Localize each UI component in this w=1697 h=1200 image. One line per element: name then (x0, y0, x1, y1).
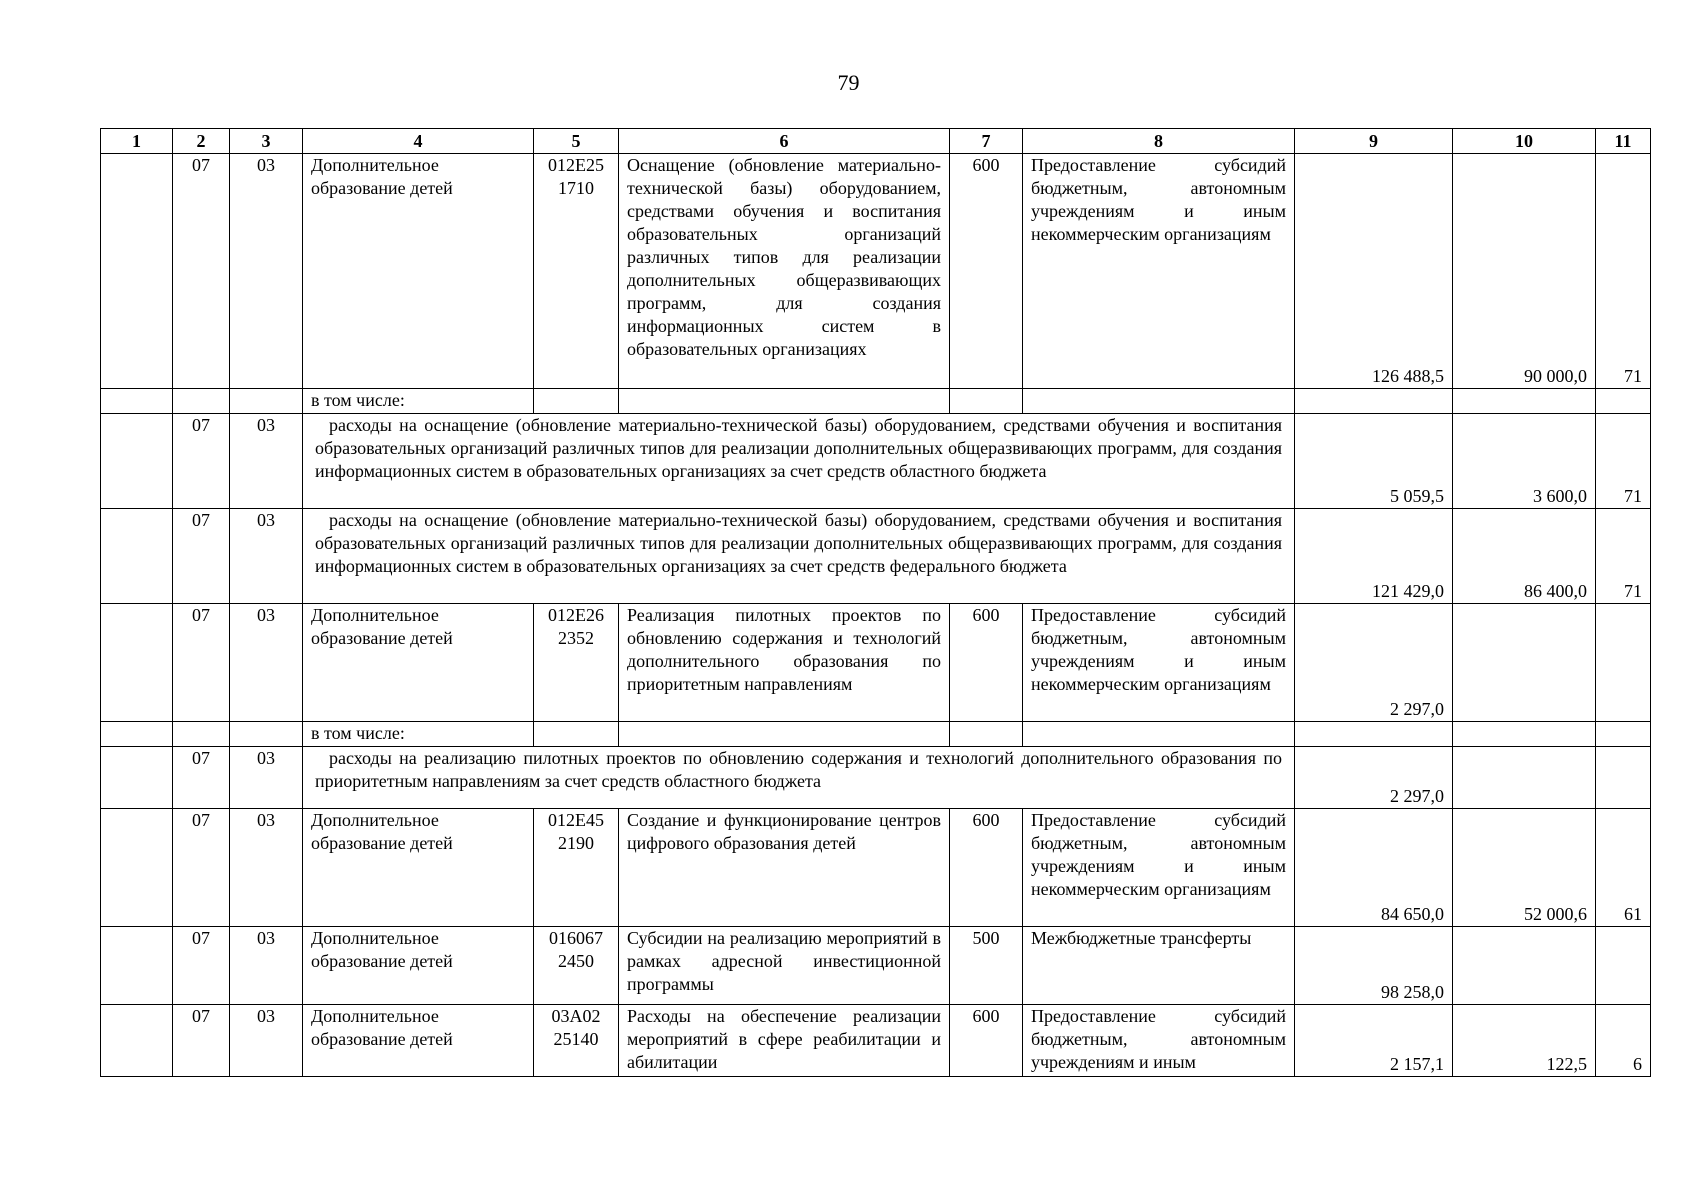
cell-expense-type-name: Предоставление субсидий бюджетным, автономным учреждениям и иным некоммерческим организациям (1023, 604, 1295, 722)
cell-expense-detail (303, 509, 1295, 604)
cell-expense-type: 600 (950, 154, 1023, 389)
cell-target-code: 03А02 25140 (534, 1005, 619, 1077)
cell-section: 07 (173, 154, 230, 389)
cell-subsection-name: Дополнительное образование детей (303, 154, 534, 389)
cell-description: Создание и функционирование центров цифрового образования детей (619, 809, 950, 927)
header-row (101, 129, 1651, 154)
column-header: 4 (303, 129, 534, 154)
cell-subsection-name: Дополнительное образование детей (303, 927, 534, 1005)
cell-amount-2: 86 400,0 (1453, 509, 1596, 604)
cell-section: 07 (173, 1005, 230, 1077)
expense-detail-text: расходы на оснащение (обновление материально-технической базы) оборудованием, средствами обучения и воспитания образовательных организаций различных типов для реализации дополнительных общеразвивающих программ, для создания информационных систем в образовательных организациях за счет средств областного бюджета (315, 415, 1282, 481)
page-number: 79 (837, 70, 860, 95)
table-row (101, 747, 1651, 809)
cell-expense-type: 600 (950, 809, 1023, 927)
cell-subsection: 03 (230, 747, 303, 809)
column-header: 3 (230, 129, 303, 154)
cell-including-label: в том числе: (303, 722, 534, 747)
cell-description: Расходы на обеспечение реализации мероприятий в сфере реабилитации и абилитации (619, 1005, 950, 1077)
cell-expense-type-name: Предоставление субсидий бюджетным, автономным учреждениям и иным некоммерческим организациям (1023, 154, 1295, 389)
table-row (101, 809, 1651, 927)
cell-expense-detail (303, 414, 1295, 509)
cell-subsection-name: Дополнительное образование детей (303, 809, 534, 927)
table-row (101, 154, 1651, 389)
cell-description: Субсидии на реализацию мероприятий в рамках адресной инвестиционной программы (619, 927, 950, 1005)
column-header: 8 (1023, 129, 1295, 154)
cell-subsection: 03 (230, 154, 303, 389)
cell-subsection-name: Дополнительное образование детей (303, 1005, 534, 1077)
cell-amount-2: 122,5 (1453, 1005, 1596, 1077)
cell-section: 07 (173, 509, 230, 604)
cell-amount-1: 5 059,5 (1295, 414, 1453, 509)
column-header: 11 (1596, 129, 1651, 154)
cell-target-code: 012E26 2352 (534, 604, 619, 722)
cell-amount-1: 126 488,5 (1295, 154, 1453, 389)
cell-amount-1: 2 297,0 (1295, 604, 1453, 722)
table-row (101, 389, 1651, 414)
cell-section: 07 (173, 414, 230, 509)
cell-amount-3: 6 (1596, 1005, 1651, 1077)
column-header: 1 (101, 129, 173, 154)
table-row (101, 927, 1651, 1005)
cell-expense-type: 600 (950, 1005, 1023, 1077)
table-row (101, 604, 1651, 722)
cell-subsection: 03 (230, 604, 303, 722)
cell-amount-1: 121 429,0 (1295, 509, 1453, 604)
table-row (101, 722, 1651, 747)
cell-subsection: 03 (230, 927, 303, 1005)
cell-amount-3: 71 (1596, 154, 1651, 389)
column-header: 2 (173, 129, 230, 154)
cell-amount-3 (1596, 927, 1651, 1005)
cell-amount-1: 2 157,1 (1295, 1005, 1453, 1077)
table-row (101, 509, 1651, 604)
column-header: 10 (1453, 129, 1596, 154)
cell-amount-3 (1596, 747, 1651, 809)
cell-section: 07 (173, 927, 230, 1005)
column-header: 7 (950, 129, 1023, 154)
cell-amount-2: 3 600,0 (1453, 414, 1596, 509)
cell-amount-2 (1453, 604, 1596, 722)
cell-expense-detail (303, 747, 1295, 809)
table-row (101, 414, 1651, 509)
cell-subsection: 03 (230, 414, 303, 509)
cell-amount-1: 98 258,0 (1295, 927, 1453, 1005)
expense-detail-text: расходы на оснащение (обновление материально-технической базы) оборудованием, средствами обучения и воспитания образовательных организаций различных типов для реализации дополнительных общеразвивающих программ, для создания информационных систем в образовательных организациях за счет средств федерального бюджета (315, 510, 1282, 576)
cell-description: Реализация пилотных проектов по обновлению содержания и технологий дополнительного образования по приоритетным направлениям (619, 604, 950, 722)
cell-amount-3: 71 (1596, 414, 1651, 509)
cell-amount-3: 71 (1596, 509, 1651, 604)
column-header: 9 (1295, 129, 1453, 154)
column-header: 5 (534, 129, 619, 154)
cell-expense-type: 600 (950, 604, 1023, 722)
cell-subsection: 03 (230, 1005, 303, 1077)
budget-table (100, 128, 1651, 1077)
cell-description: Оснащение (обновление материально-технической базы) оборудованием, средствами обучения и воспитания образовательных организаций различных типов для реализации дополнительных общеразвивающих программ, для создания информационных систем в образовательных организациях (619, 154, 950, 389)
cell-target-code: 012E25 1710 (534, 154, 619, 389)
cell-section: 07 (173, 604, 230, 722)
cell-expense-type: 500 (950, 927, 1023, 1005)
cell-expense-type-name: Предоставление субсидий бюджетным, автономным учреждениям и иным (1023, 1005, 1295, 1077)
cell-amount-2: 90 000,0 (1453, 154, 1596, 389)
cell-amount-3 (1596, 604, 1651, 722)
cell-expense-type-name: Предоставление субсидий бюджетным, автономным учреждениям и иным некоммерческим организациям (1023, 809, 1295, 927)
cell-target-code: 012E45 2190 (534, 809, 619, 927)
cell-expense-type-name: Межбюджетные трансферты (1023, 927, 1295, 1005)
cell-target-code: 016067 2450 (534, 927, 619, 1005)
cell-col1 (101, 154, 173, 389)
cell-section: 07 (173, 809, 230, 927)
cell-subsection-name: Дополнительное образование детей (303, 604, 534, 722)
table-row (101, 1005, 1651, 1077)
cell-amount-3: 61 (1596, 809, 1651, 927)
cell-amount-1: 84 650,0 (1295, 809, 1453, 927)
cell-including-label: в том числе: (303, 389, 534, 414)
cell-amount-2 (1453, 927, 1596, 1005)
cell-amount-1: 2 297,0 (1295, 747, 1453, 809)
expense-detail-text: расходы на реализацию пилотных проектов по обновлению содержания и технологий дополнительного образования по приоритетным направлениям за счет средств областного бюджета (315, 748, 1282, 791)
cell-subsection: 03 (230, 809, 303, 927)
cell-amount-2 (1453, 747, 1596, 809)
cell-section: 07 (173, 747, 230, 809)
cell-amount-2: 52 000,6 (1453, 809, 1596, 927)
cell-subsection: 03 (230, 509, 303, 604)
column-header: 6 (619, 129, 950, 154)
